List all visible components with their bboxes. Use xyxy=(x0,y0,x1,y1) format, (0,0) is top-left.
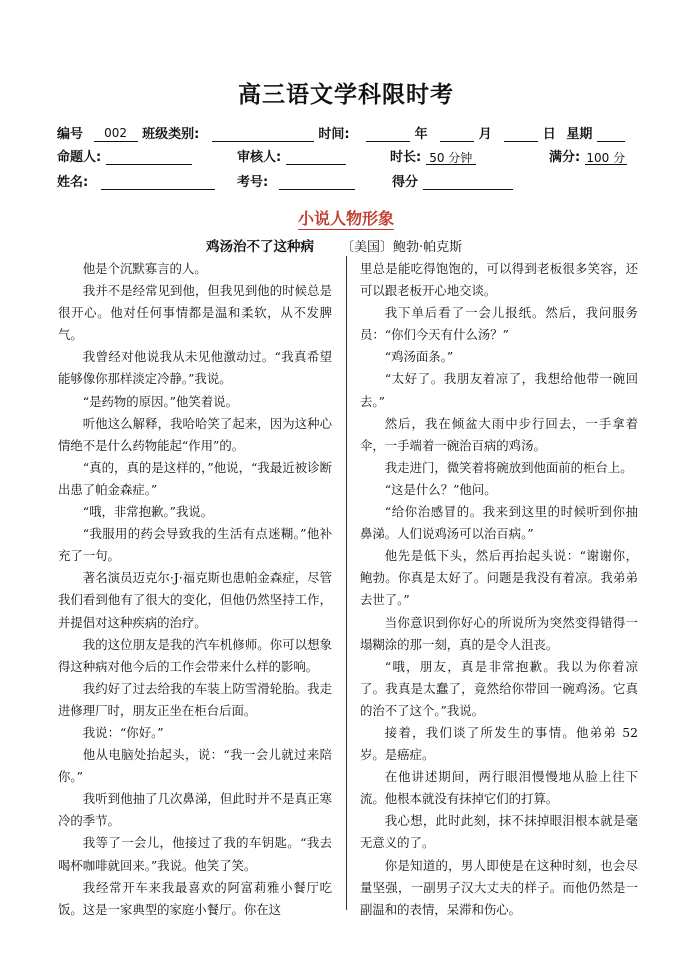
paragraph: “哦，非常抱歉。”我说。 xyxy=(82,504,214,520)
column-divider xyxy=(346,256,347,910)
setter-field[interactable] xyxy=(106,149,192,165)
paragraph: 著名演员迈克尔·J·福克斯也患帕金森症，尽管我们看到他有了很大的变化，但他仍然坚持工作，并提倡对这种疾病的治疗。 xyxy=(58,570,332,630)
paragraph: 他先是低下头，然后再抬起头说：“谢谢你，鲍勃。你真是太好了。问题是我没有着凉。我弟弟去世了。” xyxy=(360,548,638,608)
paragraph: 他从电脑处抬起头，说：“我一会儿就过来陪你。” xyxy=(58,747,332,785)
examno-field[interactable] xyxy=(279,174,355,190)
paragraph: “鸡汤面条。” xyxy=(384,349,454,365)
exam-title: 高三语文学科限时考 xyxy=(238,82,454,108)
points-group xyxy=(392,171,513,190)
paragraph: 当你意识到你好心的所说所为突然变得错得一塌糊涂的那一刻，真的是令人沮丧。 xyxy=(360,614,638,652)
score-value: 100 分 xyxy=(586,151,626,165)
paragraph: 我等了一会儿，他接过了我的车钥匙。“我去喝杯咖啡就回来。”我说。他笑了笑。 xyxy=(58,835,332,873)
paragraph: 在他讲述期间，两行眼泪慢慢地从脸上往下流。他根本就没有抹掉它们的打算。 xyxy=(360,769,638,807)
score-label: 满分: xyxy=(549,150,581,165)
header-row-1 xyxy=(57,123,625,142)
duration-value: 50 分钟 xyxy=(426,149,476,165)
setter-label: 命题人: xyxy=(57,150,102,165)
paragraph: 听他这么解释，我哈哈笑了起来，因为这种心情绝不是什么药物能起“作用”的。 xyxy=(58,415,332,453)
paragraph: 我的这位朋友是我的汽车机修师。你可以想象得这种病对他今后的工作会带来什么样的影响。 xyxy=(58,636,332,674)
class-field[interactable] xyxy=(212,126,314,142)
paragraph: 里总是能吃得饱饱的，可以得到老板很多笑容，还可以跟老板开心地交谈。 xyxy=(360,261,638,299)
section-subtitle xyxy=(0,206,692,229)
month-field[interactable] xyxy=(440,126,474,142)
paragraph: 我听到他抽了几次鼻涕，但此时并不是真正寒冷的季节。 xyxy=(58,791,332,829)
paragraph: 我说：“你好。” xyxy=(82,724,164,740)
points-label: 得分 xyxy=(392,175,419,190)
paragraph: 你是知道的，男人即使是在这种时刻，也会尽量坚强，一副男子汉大丈夫的样子。而他仍然是一副温和的表情，呆滞和伤心。 xyxy=(360,857,638,917)
day-label: 日 xyxy=(542,127,556,142)
left-column xyxy=(58,258,332,921)
year-label: 年 xyxy=(414,127,428,142)
paragraph: “真的，真的是这样的，”他说，“我最近被诊断出患了帕金森症。” xyxy=(58,459,332,497)
right-column xyxy=(360,258,638,921)
class-label: 班级类别: xyxy=(142,127,200,142)
time-label: 时间: xyxy=(318,127,350,142)
examno-label: 考号: xyxy=(237,175,269,190)
reviewer-group xyxy=(237,146,346,165)
month-label: 月 xyxy=(478,127,492,142)
paragraph: “太好了。我朋友着凉了，我想给他带一碗回去。” xyxy=(360,371,638,409)
name-field[interactable] xyxy=(101,174,215,190)
paragraph: “给你治感冒的。我来到这里的时候听到你抽鼻涕。人们说鸡汤可以治百病。” xyxy=(360,504,638,542)
header-row-2 xyxy=(57,146,192,165)
story-title: 鸡汤治不了这种病 xyxy=(206,239,314,255)
name-label: 姓名: xyxy=(57,175,89,190)
paragraph: 我心想，此时此刻，抹不抹掉眼泪根本就是毫无意义的了。 xyxy=(360,813,638,851)
paragraph: 然后，我在倾盆大雨中步行回去，一手拿着伞，一手端着一碗治百病的鸡汤。 xyxy=(360,415,638,453)
name-group xyxy=(57,171,215,190)
paragraph: “这是什么？”他问。 xyxy=(384,481,497,497)
week-field[interactable] xyxy=(597,126,625,142)
year-field[interactable] xyxy=(366,126,410,142)
section-subtitle-text: 小说人物形象 xyxy=(297,209,394,228)
number-value: 002 xyxy=(94,126,138,142)
paragraph: 接着，我们谈了所发生的事情。他弟弟 52 岁。是癌症。 xyxy=(360,724,638,763)
examno-group xyxy=(237,171,355,190)
paragraph: “哦，朋友，真是非常抱歉。我以为你着凉了。我真是太蠢了，竟然给你带回一碗鸡汤。它真的治不了这个。”我说。 xyxy=(360,658,638,718)
paragraph: 我走进门，微笑着将碗放到他面前的柜台上。 xyxy=(384,459,633,475)
paragraph: 我约好了过去给我的车装上防雪滑轮胎。我走进修理厂时，朋友正坐在柜台后面。 xyxy=(58,680,332,718)
duration-label: 时长: xyxy=(390,150,422,165)
paragraph: 我下单后看了一会儿报纸。然后，我问服务员：“你们今天有什么汤？” xyxy=(360,305,638,343)
paragraph: 他是个沉默寡言的人。 xyxy=(82,261,207,276)
score-group xyxy=(549,146,627,165)
paragraph: 我经常开车来我最喜欢的阿富莉雅小餐厅吃饭。这是一家典型的家庭小餐厅。你在这 xyxy=(58,879,332,917)
paragraph: “我服用的药会导致我的生活有点迷糊。”他补充了一句。 xyxy=(58,526,332,564)
paragraph: 我曾经对他说我从未见他激动过。“我真希望能够像你那样淡定冷静。”我说。 xyxy=(58,349,332,387)
week-label: 星期 xyxy=(566,127,593,142)
paragraph: 我并不是经常见到他，但我见到他的时候总是很开心。他对任何事情都是温和柔软，从不发脾气。 xyxy=(58,283,332,343)
paragraph: “是药物的原因。”他笑着说。 xyxy=(82,393,238,409)
number-label: 编号 xyxy=(57,127,84,142)
points-field[interactable] xyxy=(423,174,513,190)
reviewer-label: 审核人: xyxy=(237,150,282,165)
duration-group xyxy=(390,146,476,165)
story-author: 〔美国〕鲍勃·帕克斯 xyxy=(341,240,463,255)
day-field[interactable] xyxy=(504,126,538,142)
reviewer-field[interactable] xyxy=(286,149,346,165)
